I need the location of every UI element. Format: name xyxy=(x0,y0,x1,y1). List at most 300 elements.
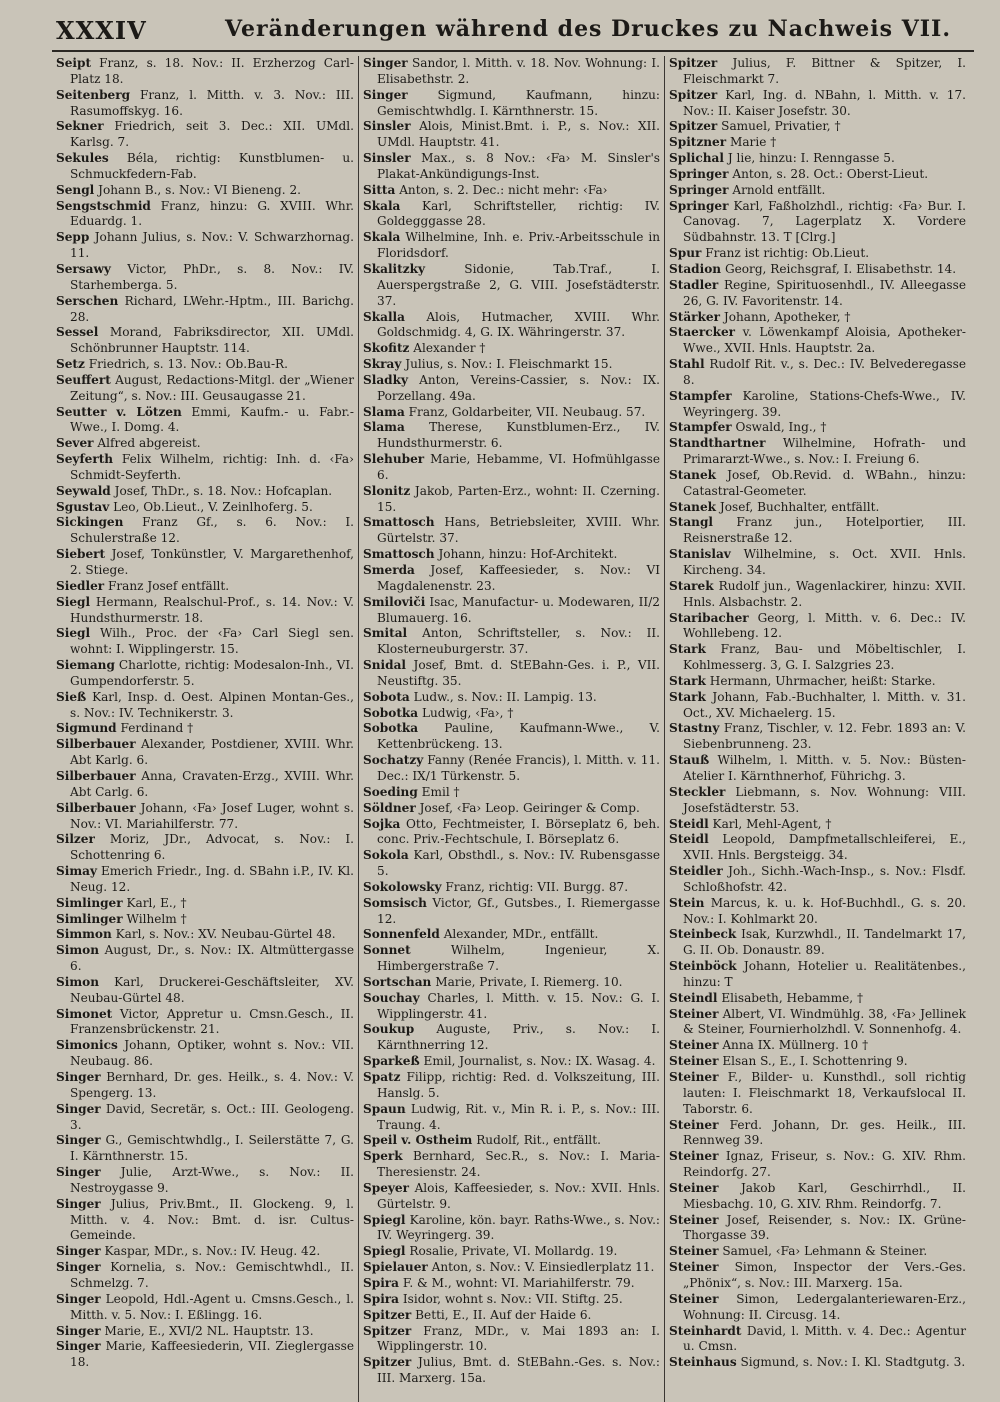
entry-text: Josef, Bmt. d. StEBahn-Ges. i. P., VII. Neustiftg. 35. xyxy=(377,658,660,688)
directory-entry xyxy=(363,119,660,151)
directory-entry xyxy=(56,1133,354,1165)
entry-name: Skofitz xyxy=(363,341,410,356)
entry-text: Karl, Insp. d. Oest. Alpinen Montan-Ges., s. Nov.: IV. Technikerstr. 3. xyxy=(70,689,354,720)
entry-text: Oswald, Ing., † xyxy=(735,420,827,435)
directory-entry xyxy=(363,1149,660,1181)
directory-entry xyxy=(669,1038,966,1054)
entry-name: Spatz xyxy=(363,1070,401,1084)
directory-entry xyxy=(363,56,660,88)
entry-text: Jakob, Parten-Erz., wohnt: II. Czerning. 15. xyxy=(377,483,660,514)
directory-entry xyxy=(669,1213,966,1245)
entry-text: Marie, Hebamme, VI. Hofmühlgasse 6. xyxy=(377,452,660,482)
entry-name: Stark xyxy=(669,689,706,704)
directory-entry xyxy=(363,183,660,199)
entry-text: Rudolf jun., Wagenlackirer, hinzu: XVII. Hnls. Alsbachstr. 2. xyxy=(683,578,966,609)
directory-entry xyxy=(669,1007,966,1039)
entry-text: Béla, richtig: Kunstblumen- u. Schmuckfedern-Fab. xyxy=(70,151,354,181)
entry-name: Sonnet xyxy=(363,943,411,958)
entry-text: Sidonie, Tab.Traf., I. Auerspergstraße 2, G. VIII. Josefstädterstr. 37. xyxy=(377,261,660,308)
directory-entry xyxy=(669,1355,966,1371)
directory-entry xyxy=(669,515,966,547)
directory-entry xyxy=(669,183,966,199)
entry-name: Stanek xyxy=(669,467,717,482)
directory-entry xyxy=(669,832,966,864)
entry-text: Johann, hinzu: Hof-Architekt. xyxy=(438,547,618,562)
entry-name: Steinböck xyxy=(669,959,737,974)
directory-entry xyxy=(669,56,966,88)
entry-name: Skalitzky xyxy=(363,261,425,276)
directory-entry xyxy=(56,626,354,658)
entry-name: Steiner xyxy=(669,1149,719,1164)
entry-text: Friedrich, seit 3. Dec.: XII. UMdl. Karlsg. 7. xyxy=(70,119,354,150)
directory-entry xyxy=(363,230,660,262)
entry-name: Sengstschmid xyxy=(56,198,151,213)
directory-entry xyxy=(56,151,354,183)
entry-name: Stark xyxy=(669,642,706,657)
entry-name: Stadion xyxy=(669,261,722,276)
entry-name: Silzer xyxy=(56,832,95,847)
entry-name: Stanislav xyxy=(669,547,731,562)
entry-name: Steckler xyxy=(669,784,726,799)
entry-name: Spiegl xyxy=(363,1212,406,1227)
entry-text: Johann, Fab.-Buchhalter, l. Mitth. v. 31. Oct., XV. Michaelerg. 15. xyxy=(683,689,966,720)
entry-name: Somsisch xyxy=(363,895,427,910)
directory-entry xyxy=(363,547,660,563)
entry-name: Steiner xyxy=(669,1070,719,1084)
directory-entry xyxy=(669,135,966,151)
entry-columns xyxy=(52,56,974,1402)
directory-entry xyxy=(669,817,966,833)
entry-text: Johann, ‹Fa› Josef Luger, wohnt s. Nov.: VI. Mariahilferstr. 77. xyxy=(70,800,354,831)
entry-text: Josef, ‹Fa› Leop. Geiringer & Comp. xyxy=(419,800,640,815)
entry-name: Snidal xyxy=(363,658,407,673)
entry-text: Franz Gf., s. 6. Nov.: I. Schulerstraße 12. xyxy=(70,515,354,546)
entry-name: Sortschan xyxy=(363,974,432,989)
entry-name: Steiner xyxy=(669,1212,719,1227)
entry-text: Emil † xyxy=(421,784,460,799)
directory-entry xyxy=(56,737,354,769)
directory-entry xyxy=(56,484,354,500)
entry-name: Spiegl xyxy=(363,1244,406,1259)
entry-name: Stauß xyxy=(669,753,710,768)
directory-entry xyxy=(363,801,660,817)
entry-text: Wilhelm, Ingenieur, X. Himbergerstraße 7. xyxy=(377,943,660,974)
entry-text: Auguste, Priv., s. Nov.: I. Kärnthnerring 12. xyxy=(377,1022,660,1053)
entry-name: Springer xyxy=(669,182,729,197)
entry-text: Hermann, Uhrmacher, heißt: Starke. xyxy=(709,673,936,688)
entry-text: Anton, s. 28. Oct.: Oberst-Lieut. xyxy=(732,166,929,181)
directory-entry xyxy=(669,959,966,991)
entry-text: Franz, Bau- und Möbeltischler, I. Kohlmesserg. 3, G. I. Salzgries 23. xyxy=(683,642,966,673)
entry-name: Söldner xyxy=(363,800,416,815)
entry-name: Skalla xyxy=(363,309,405,324)
entry-name: Simlinger xyxy=(56,895,123,910)
entry-text: Franz, richtig: VII. Burgg. 87. xyxy=(445,879,629,894)
entry-text: Wilhelmine, Inh. e. Priv.-Arbeitsschule in Floridsdorf. xyxy=(377,230,660,261)
entry-text: Joh., Sichh.-Wach-Insp., s. Nov.: Flsdf. Schloßhofstr. 42. xyxy=(683,864,966,894)
directory-entry xyxy=(56,832,354,864)
entry-text: Betti, E., II. Auf der Haide 6. xyxy=(415,1307,592,1322)
directory-entry xyxy=(56,56,354,88)
directory-entry xyxy=(363,1213,660,1245)
directory-entry xyxy=(56,373,354,405)
entry-text: Georg, l. Mitth. v. 6. Dec.: IV. Wohllebeng. 12. xyxy=(683,610,966,641)
entry-text: Isidor, wohnt s. Nov.: VII. Stiftg. 25. xyxy=(402,1291,623,1306)
entry-text: Franz, Goldarbeiter, VII. Neubaug. 57. xyxy=(408,404,646,419)
entry-name: Silberbauer xyxy=(56,768,136,783)
directory-entry xyxy=(669,721,966,753)
entry-name: Spitzer xyxy=(669,119,718,134)
entry-name: Stampfer xyxy=(669,420,732,435)
entry-text: Albert, VI. Windmühlg. 38, ‹Fa› Jellinek & Steiner, Fournierholzhdl. V. Sonnenhofg. 4. xyxy=(683,1006,966,1037)
entry-text: Moriz, JDr., Advocat, s. Nov.: I. Schottenring 6. xyxy=(70,832,354,863)
directory-entry xyxy=(669,1070,966,1118)
entry-text: Karoline, Stations-Chefs-Wwe., IV. Weyringerg. 39. xyxy=(683,388,966,419)
entry-name: Singer xyxy=(56,1323,101,1338)
directory-entry xyxy=(363,1355,660,1387)
entry-name: Simay xyxy=(56,864,97,879)
entry-name: Sinsler xyxy=(363,119,411,134)
entry-text: Emmi, Kaufm.- u. Fabr.-Wwe., I. Domg. 4. xyxy=(70,404,354,435)
entry-text: Julius, F. Bittner & Spitzer, I. Fleischmarkt 7. xyxy=(683,56,966,86)
entry-name: Slonitz xyxy=(363,483,411,498)
entry-name: Sekules xyxy=(56,151,109,166)
directory-entry xyxy=(363,262,660,310)
entry-name: Sengl xyxy=(56,182,95,197)
entry-name: Steindl xyxy=(669,990,718,1005)
entry-name: Steiner xyxy=(669,1180,719,1195)
directory-entry xyxy=(56,864,354,896)
entry-name: Stärker xyxy=(669,309,720,324)
entry-name: Singer xyxy=(56,1291,101,1306)
entry-name: Steinbeck xyxy=(669,927,737,942)
directory-entry xyxy=(669,357,966,389)
directory-entry xyxy=(56,262,354,294)
directory-entry xyxy=(669,642,966,674)
entry-name: Sessel xyxy=(56,325,99,340)
entry-text: Sigmund, s. Nov.: I. Kl. Stadtgutg. 3. xyxy=(740,1355,966,1370)
entry-name: Steiner xyxy=(669,1117,719,1132)
directory-entry xyxy=(56,1324,354,1340)
entry-name: Skala xyxy=(363,198,401,213)
entry-name: Steiner xyxy=(669,1260,719,1275)
entry-name: Stark xyxy=(669,673,706,688)
directory-entry xyxy=(56,88,354,120)
entry-text: Julius, Priv.Bmt., II. Glockeng. 9, l. Mitth. v. 4. Nov.: Bmt. d. isr. Cultus-Gemeinde. xyxy=(70,1196,354,1243)
entry-text: Samuel, Privatier, † xyxy=(721,119,841,134)
entry-name: Setz xyxy=(56,357,85,372)
entry-text: Alois, Hutmacher, XVIII. Whr. Goldschmidg. 4, G. IX. Währingerstr. 37. xyxy=(377,309,660,340)
entry-text: Karl, E., † xyxy=(126,895,187,910)
directory-entry xyxy=(363,88,660,120)
entry-name: Spitzer xyxy=(363,1307,412,1322)
directory-entry xyxy=(363,943,660,975)
entry-text: Wilhelmine, Hofrath- und Primararzt-Wwe., s. Nov.: I. Freiung 6. xyxy=(683,436,966,467)
directory-entry xyxy=(56,595,354,627)
directory-entry xyxy=(363,373,660,405)
entry-text: Isac, Manufactur- u. Modewaren, II/2 Blumauerg. 16. xyxy=(377,594,660,625)
entry-text: Rosalie, Private, VI. Mollardg. 19. xyxy=(409,1244,618,1259)
entry-name: Sgustav xyxy=(56,499,110,514)
entry-name: Sekner xyxy=(56,119,104,134)
directory-entry xyxy=(669,1054,966,1070)
entry-name: Stanek xyxy=(669,499,717,514)
entry-text: August, Dr., s. Nov.: IX. Altmüttergasse 6. xyxy=(70,943,354,974)
directory-entry xyxy=(669,1260,966,1292)
entry-text: Karl, Schriftsteller, richtig: IV. Goldegggasse 28. xyxy=(377,198,660,229)
entry-text: Kornelia, s. Nov.: Gemischtwhdl., II. Schmelzg. 7. xyxy=(70,1260,354,1290)
entry-text: Marie, E., XVI/2 NL. Hauptstr. 13. xyxy=(104,1323,314,1338)
directory-entry xyxy=(363,1070,660,1102)
entry-text: G., Gemischtwhdlg., I. Seilerstätte 7, G. I. Kärnthnerstr. 15. xyxy=(70,1133,354,1164)
directory-entry xyxy=(363,1054,660,1070)
entry-name: Simmon xyxy=(56,927,112,942)
directory-entry xyxy=(669,420,966,436)
entry-text: v. Löwenkampf Aloisia, Apotheker-Wwe., XVII. Hnls. Hauptstr. 2a. xyxy=(683,325,966,356)
directory-entry xyxy=(669,690,966,722)
entry-text: Karl, Druckerei-Geschäftsleiter, XV. Neubau-Gürtel 48. xyxy=(70,974,354,1005)
entry-name: Simon xyxy=(56,943,99,958)
entry-name: Seitenberg xyxy=(56,87,131,102)
entry-name: Steiner xyxy=(669,1054,719,1069)
entry-text: Franz ist richtig: Ob.Lieut. xyxy=(705,246,870,261)
entry-text: Sandor, l. Mitth. v. 18. Nov. Wohnung: I. Elisabethstr. 2. xyxy=(377,56,660,86)
entry-name: Stampfer xyxy=(669,388,732,403)
directory-entry xyxy=(363,1308,660,1324)
entry-text: Marcus, k. u. k. Hof-Buchhdl., G. s. 20. Nov.: I. Kohlmarkt 20. xyxy=(683,895,966,926)
entry-name: Spitzer xyxy=(363,1323,412,1338)
entry-name: Sokola xyxy=(363,848,409,863)
entry-text: Simon, Inspector der Vers.-Ges. „Phönix“, s. Nov.: III. Marxerg. 15a. xyxy=(683,1260,966,1290)
entry-name: Steidl xyxy=(669,832,709,847)
directory-entry xyxy=(56,912,354,928)
directory-entry xyxy=(669,1149,966,1181)
directory-entry xyxy=(56,294,354,326)
entry-name: Silberbauer xyxy=(56,737,136,752)
directory-entry xyxy=(56,1070,354,1102)
directory-entry xyxy=(56,436,354,452)
entry-text: Rudolf Rit. v., s. Dec.: IV. Belvederegasse 8. xyxy=(683,357,966,387)
entry-text: Josef, Kaffeesieder, s. Nov.: VI Magdalenenstr. 23. xyxy=(377,563,660,593)
entry-text: Sigmund, Kaufmann, hinzu: Gemischtwhdlg. I. Kärnthnerstr. 15. xyxy=(377,87,660,118)
entry-text: Rudolf, Rit., entfällt. xyxy=(476,1133,602,1148)
entry-text: Leopold, Dampfmetallschleiferei, E., XVII. Hnls. Bergsteigg. 34. xyxy=(683,832,966,863)
entry-name: Sinsler xyxy=(363,151,411,166)
entry-name: Spur xyxy=(669,246,702,261)
entry-name: Siegl xyxy=(56,594,91,609)
directory-entry xyxy=(669,927,966,959)
directory-entry xyxy=(56,658,354,690)
directory-entry xyxy=(56,230,354,262)
directory-entry xyxy=(363,706,660,722)
directory-entry xyxy=(669,785,966,817)
entry-name: Steidler xyxy=(669,864,723,879)
entry-text: Julius, s. Nov.: I. Fleischmarkt 15. xyxy=(405,357,613,372)
entry-name: Sladky xyxy=(363,372,409,387)
directory-entry xyxy=(669,500,966,516)
entry-text: Anton, Schriftsteller, s. Nov.: II. Klosterneuburgerstr. 37. xyxy=(377,626,660,657)
entry-name: Spitzner xyxy=(669,135,727,150)
entry-name: Sersawy xyxy=(56,261,111,276)
entry-name: Silberbauer xyxy=(56,800,136,815)
entry-name: Soukup xyxy=(363,1022,415,1037)
entry-text: Alois, Minist.Bmt. i. P., s. Nov.: XII. UMdl. Hauptstr. 41. xyxy=(377,119,660,150)
entry-text: Anna, Cravaten-Erzg., XVIII. Whr. Abt Carlg. 6. xyxy=(70,768,354,799)
entry-text: F., Bilder- u. Kunsthdl., soll richtig lauten: I. Fleischmarkt 18, Verkaufslocal II. Taborstr. 6. xyxy=(683,1070,966,1116)
entry-text: Anton, s. Nov.: V. Einsiedlerplatz 11. xyxy=(431,1260,655,1275)
entry-text: Felix Wilhelm, richtig: Inh. d. ‹Fa› Schmidt-Seyferth. xyxy=(70,452,354,482)
entry-name: Sobota xyxy=(363,689,410,704)
entry-text: Ludw., s. Nov.: II. Lampig. 13. xyxy=(413,689,597,704)
entry-text: Richard, LWehr.-Hptm., III. Barichg. 28. xyxy=(70,293,354,324)
entry-text: Liebmann, s. Nov. Wohnung: VIII. Josefstädterstr. 53. xyxy=(683,784,966,815)
entry-name: Sigmund xyxy=(56,721,117,736)
directory-entry xyxy=(56,1197,354,1245)
entry-text: Karl, Ing. d. NBahn, l. Mitth. v. 17. Nov.: II. Kaiser Josefstr. 30. xyxy=(683,87,966,118)
directory-entry xyxy=(669,310,966,326)
directory-entry xyxy=(56,1292,354,1324)
entry-text: Leopold, Hdl.-Agent u. Cmsns.Gesch., l. Mitth. v. 5. Nov.: I. Eßlingg. 16. xyxy=(70,1291,354,1322)
entry-name: Springer xyxy=(669,166,729,181)
entry-text: Franz, s. 18. Nov.: II. Erzherzog Carl-Platz 18. xyxy=(70,56,354,86)
entry-text: Franz Josef entfällt. xyxy=(108,578,230,593)
directory-entry xyxy=(669,753,966,785)
directory-entry xyxy=(363,626,660,658)
directory-entry xyxy=(363,690,660,706)
directory-entry xyxy=(363,515,660,547)
entry-text: Josef, ThDr., s. 18. Nov.: Hofcaplan. xyxy=(114,483,333,498)
entry-text: Alfred abgereist. xyxy=(97,436,201,451)
entry-name: Steiner xyxy=(669,1244,719,1259)
entry-text: Josef, Reisender, s. Nov.: IX. Grüne-Thorgasse 39. xyxy=(683,1212,966,1243)
entry-text: Johann, Optiker, wohnt s. Nov.: VII. Neubaug. 86. xyxy=(70,1038,354,1069)
entry-name: Singer xyxy=(56,1101,101,1116)
entry-name: Springer xyxy=(669,198,729,213)
directory-entry xyxy=(363,1022,660,1054)
directory-entry xyxy=(669,262,966,278)
directory-entry xyxy=(363,1276,660,1292)
directory-entry xyxy=(363,405,660,421)
directory-entry xyxy=(669,674,966,690)
entry-text: Hermann, Realschul-Prof., s. 14. Nov.: V. Hundsthurmerstr. 18. xyxy=(70,594,354,625)
entry-name: Serschen xyxy=(56,293,119,308)
entry-text: Ludwig, ‹Fa›, † xyxy=(421,705,514,720)
entry-text: J lie, hinzu: I. Renngasse 5. xyxy=(727,151,895,166)
directory-entry xyxy=(363,1133,660,1149)
entry-name: Singer xyxy=(56,1165,101,1180)
entry-text: Karl, Obsthdl., s. Nov.: IV. Rubensgasse 5. xyxy=(377,848,660,879)
entry-text: Johann Julius, s. Nov.: V. Schwarzhornag. 11. xyxy=(70,230,354,261)
entry-text: Simon, Ledergalanteriewaren-Erz., Wohnung: II. Circusg. 14. xyxy=(683,1291,966,1322)
entry-text: David, Secretär, s. Oct.: III. Geologeng. 3. xyxy=(70,1101,354,1132)
entry-name: Soeding xyxy=(363,784,418,799)
directory-entry xyxy=(56,896,354,912)
entry-name: Steidl xyxy=(669,816,709,831)
entry-text: Morand, Fabriksdirector, XII. UMdl. Schönbrunner Hauptstr. 114. xyxy=(70,325,354,356)
directory-entry xyxy=(669,1292,966,1324)
entry-text: Wilhelm † xyxy=(126,911,187,926)
directory-entry xyxy=(56,515,354,547)
entry-name: Spitzer xyxy=(669,56,718,70)
entry-text: Josef, Tonkünstler, V. Margarethenhof, 2. Stiege. xyxy=(70,547,354,577)
entry-name: Spielauer xyxy=(363,1260,428,1275)
entry-name: Sperk xyxy=(363,1149,403,1164)
entry-text: Johann, Apotheker, † xyxy=(723,309,851,324)
entry-text: Karoline, kön. bayr. Raths-Wwe., s. Nov.: IV. Weyringerg. 39. xyxy=(377,1212,660,1243)
entry-name: Stadler xyxy=(669,277,719,292)
entry-text: Filipp, richtig: Red. d. Volkszeitung, III. Hanslg. 5. xyxy=(377,1070,660,1100)
directory-entry xyxy=(363,817,660,849)
directory-entry xyxy=(56,1339,354,1371)
entry-name: Sonnenfeld xyxy=(363,927,440,942)
directory-entry xyxy=(363,1181,660,1213)
directory-entry xyxy=(56,1244,354,1260)
directory-entry xyxy=(363,975,660,991)
entry-text: Karl, Mehl-Agent, † xyxy=(712,816,832,831)
entry-text: Ferdinand † xyxy=(120,721,194,736)
directory-entry xyxy=(669,88,966,120)
entry-name: Spira xyxy=(363,1275,399,1290)
directory-entry xyxy=(669,468,966,500)
entry-text: Georg, Reichsgraf, I. Elisabethstr. 14. xyxy=(724,261,957,276)
entry-text: Wilhelm, l. Mitth. v. 5. Nov.: Büsten-Atelier I. Kärnthnerhof, Führichg. 3. xyxy=(683,753,966,783)
directory-entry xyxy=(56,943,354,975)
entry-name: Singer xyxy=(56,1260,101,1275)
entry-name: Spira xyxy=(363,1291,399,1306)
directory-entry xyxy=(56,119,354,151)
entry-text: Isak, Kurzwhdl., II. Tandelmarkt 17, G. II. Ob. Donaustr. 89. xyxy=(683,927,966,958)
entry-text: Marie, Kaffeesiederin, VII. Zieglergasse 18. xyxy=(70,1339,354,1370)
entry-name: Singer xyxy=(363,87,408,102)
entry-name: Siebert xyxy=(56,547,106,562)
entry-text: Jakob Karl, Geschirrhdl., II. Miesbachg. 10, G. XIV. Rhm. Reindorfg. 7. xyxy=(683,1180,966,1211)
directory-entry xyxy=(363,785,660,801)
directory-entry xyxy=(363,199,660,231)
entry-text: Otto, Fechtmeister, I. Börseplatz 6, beh. conc. Priv.-Fechtschule, I. Börseplatz 6. xyxy=(377,816,660,847)
entry-text: Julie, Arzt-Wwe., s. Nov.: II. Nestroygasse 9. xyxy=(70,1165,354,1195)
entry-name: Skray xyxy=(363,357,402,372)
entry-text: Arnold entfällt. xyxy=(732,182,826,197)
entry-name: Souchay xyxy=(363,990,420,1005)
directory-entry xyxy=(669,151,966,167)
entry-name: Sochatzy xyxy=(363,753,424,768)
page-number: XXXIV xyxy=(56,16,147,45)
directory-entry xyxy=(669,1118,966,1150)
entry-text: Victor, PhDr., s. 8. Nov.: IV. Starhemberga. 5. xyxy=(70,261,354,292)
entry-name: Skala xyxy=(363,230,401,245)
entry-name: Sobotka xyxy=(363,705,419,720)
entry-text: Anna IX. Müllnerg. 10 † xyxy=(722,1038,869,1053)
directory-entry xyxy=(363,310,660,342)
entry-text: Wilh., Proc. der ‹Fa› Carl Siegl sen. wohnt: I. Wipplingerstr. 15. xyxy=(70,626,354,657)
entry-name: Sever xyxy=(56,436,94,451)
entry-name: Splichal xyxy=(669,151,724,166)
directory-entry xyxy=(363,896,660,928)
directory-entry xyxy=(669,1324,966,1356)
entry-name: Speyer xyxy=(363,1180,409,1195)
directory-entry xyxy=(363,563,660,595)
entry-text: Friedrich, s. 13. Nov.: Ob.Bau-R. xyxy=(88,357,289,372)
entry-name: Smital xyxy=(363,626,408,641)
entry-name: Smerda xyxy=(363,563,415,577)
entry-text: Victor, Gf., Gutsbes., I. Riemergasse 12. xyxy=(377,895,660,926)
entry-name: Speil v. Ostheim xyxy=(363,1133,473,1148)
entry-name: Smiloviči xyxy=(363,594,426,609)
entry-name: Stahl xyxy=(669,357,705,372)
directory-entry xyxy=(363,452,660,484)
directory-entry xyxy=(669,991,966,1007)
directory-entry xyxy=(363,151,660,183)
